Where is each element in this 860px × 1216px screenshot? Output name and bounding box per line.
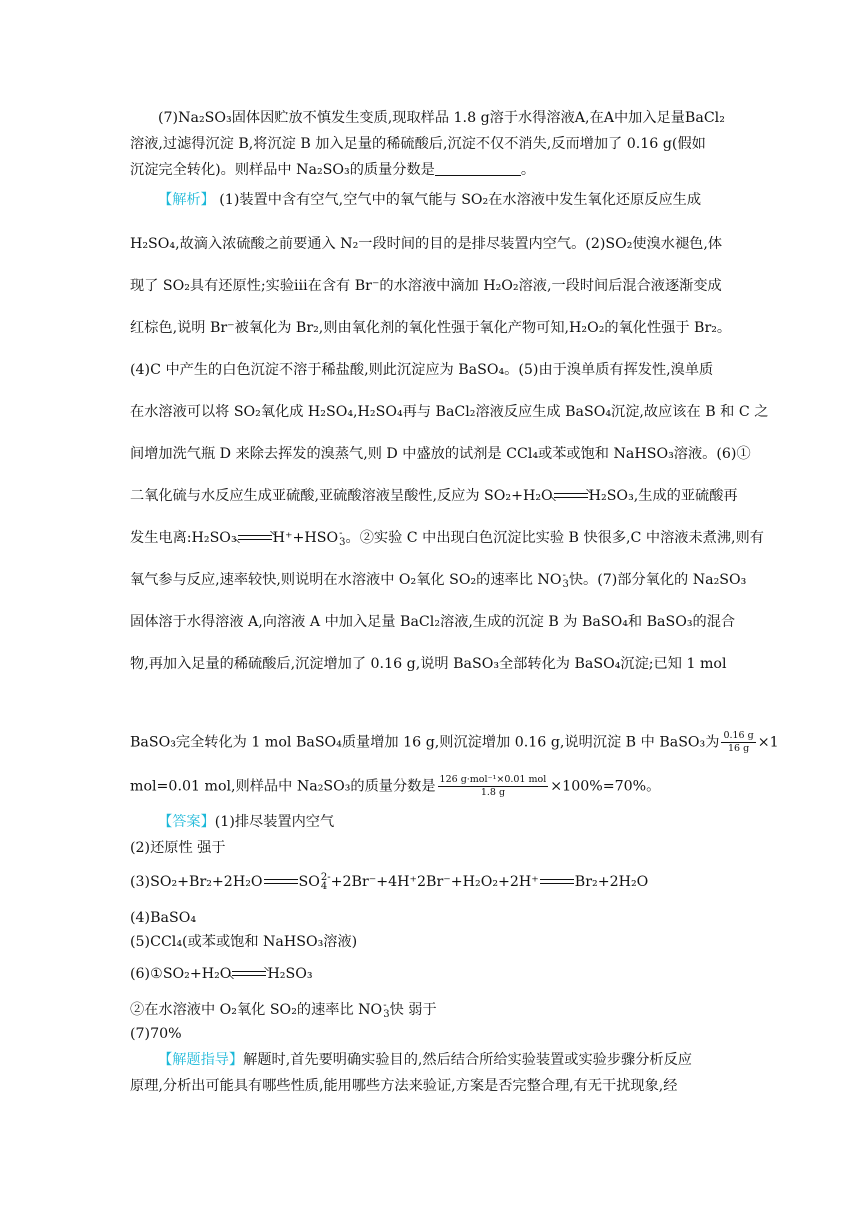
answer-3-right: +2Br⁻+4H⁺2Br⁻+H₂O₂+2H⁺ bbox=[330, 874, 539, 890]
question-7-line-3-text: 沉淀完全转化)。则样品中 Na₂SO₃的质量分数是 bbox=[130, 162, 435, 178]
analysis-text-14b: ×100%=70%。 bbox=[550, 778, 661, 795]
answer-3-ion: SO bbox=[298, 874, 320, 890]
analysis-line-10 bbox=[130, 568, 747, 592]
ion-sub: 3 bbox=[339, 537, 346, 548]
analysis-line-11: 固体溶于水得溶液 A,向溶液 A 中加入足量 BaCl₂溶液,生成的沉淀 B 为 BaSO₄和 BaSO₃的混合 bbox=[130, 614, 736, 630]
reversible-arrow bbox=[554, 491, 588, 501]
answer-3-left: (3)SO₂+Br₂+2H₂O bbox=[130, 874, 263, 890]
analysis-text-13b: ×1 bbox=[757, 734, 779, 751]
guide-line-2: 原理,分析出可能具有哪些性质,能用哪些方法来验证,方案是否完整合理,有无干扰现象,经 bbox=[130, 1078, 678, 1094]
equals-sign bbox=[264, 877, 298, 887]
analysis-line-1 bbox=[130, 188, 758, 212]
guide-text-1: 解题时,首先要明确实验目的,然后结合所给实验装置或实验步骤分析反应 bbox=[243, 1052, 692, 1068]
question-7-line-3-end: 。 bbox=[520, 162, 536, 178]
analysis-line-4: 红棕色,说明 Br⁻被氧化为 Br₂,则由氧化剂的氧化性强于氧化产物可知,H₂O₂的氧化性强于 Br₂。 bbox=[130, 320, 732, 336]
analysis-line-12: 物,再加入足量的稀硫酸后,沉淀增加了 0.16 g,说明 BaSO₃全部转化为 BaSO₄沉淀;已知 1 mol bbox=[130, 656, 727, 672]
answer-6-right: H₂SO₃ bbox=[267, 966, 313, 982]
analysis-line-5: (4)C 中产生的白色沉淀不溶于稀盐酸,则此沉淀应为 BaSO₄。(5)由于溴单质有挥发性,溴单质 bbox=[130, 362, 714, 378]
analysis-line-14 bbox=[130, 774, 730, 799]
ion-sub: 3 bbox=[562, 579, 569, 590]
reversible-arrow bbox=[238, 533, 272, 543]
question-7-line-3 bbox=[130, 158, 730, 182]
guide-line-1 bbox=[130, 1048, 758, 1072]
ion-sup: - bbox=[383, 1000, 387, 1011]
analysis-line-3: 现了 SO₂具有还原性;实验ⅲ在含有 Br⁻的水溶液中滴加 H₂O₂溶液,一段时间后混合液逐渐变成 bbox=[130, 278, 722, 294]
answer-line-2: (2)还原性 强于 bbox=[130, 840, 226, 856]
answer-line-3 bbox=[130, 870, 730, 894]
ion-sup: - bbox=[339, 528, 343, 539]
fraction-numerator: 126 g·mol⁻¹×0.01 mol bbox=[439, 774, 547, 785]
ion-sub: 4 bbox=[320, 881, 328, 892]
answer-line-7 bbox=[130, 998, 730, 1022]
analysis-line-7: 间增加洗气瓶 D 来除去挥发的溴蒸气,则 D 中盛放的试剂是 CCl₄或苯或饱和 NaHSO₃溶液。(6)① bbox=[130, 446, 751, 462]
analysis-text-9b: H⁺+HSO bbox=[272, 530, 339, 546]
analysis-line-2: H₂SO₄,故滴入浓硫酸之前要通入 N₂一段时间的目的是排尽装置内空气。(2)SO₂使溴水褪色,体 bbox=[130, 236, 723, 252]
reversible-arrow bbox=[232, 969, 266, 979]
ion-charge bbox=[321, 873, 331, 891]
answer-line-6 bbox=[130, 962, 730, 986]
answer-line-8: (7)70% bbox=[130, 1026, 182, 1042]
question-7-line-2: 溶液,过滤得沉淀 B,将沉淀 B 加入足量的稀硫酸后,沉淀不仅不消失,反而增加了 0.16 g(假如 bbox=[130, 136, 706, 152]
fraction-denominator: 16 g bbox=[727, 743, 750, 754]
analysis-text-14a: mol=0.01 mol,则样品中 Na₂SO₃的质量分数是 bbox=[130, 778, 436, 795]
answer-3-end: Br₂+2H₂O bbox=[574, 874, 649, 890]
answer-blank bbox=[435, 161, 521, 176]
fraction-mass-ratio bbox=[721, 730, 755, 755]
answer-6b-left: ②在水溶液中 O₂氧化 SO₂的速率比 NO bbox=[130, 1002, 383, 1018]
answer-line-4: (4)BaSO₄ bbox=[130, 910, 197, 926]
ion-sup: 2- bbox=[320, 872, 331, 883]
answer-line-5: (5)CCl₄(或苯或饱和 NaHSO₃溶液) bbox=[130, 934, 358, 950]
answer-tag: 【答案】 bbox=[158, 814, 215, 830]
analysis-text-10b: 快。(7)部分氧化的 Na₂SO₃ bbox=[568, 572, 747, 588]
question-7-line-1: (7)Na₂SO₃固体因贮放不慎发生变质,现取样品 1.8 g溶于水得溶液A,在A中加入足量BaCl₂ bbox=[158, 110, 725, 126]
analysis-text-8b: H₂SO₃,生成的亚硫酸再 bbox=[588, 488, 738, 504]
analysis-line-9 bbox=[130, 526, 764, 550]
equals-sign bbox=[540, 877, 574, 887]
answer-line-1 bbox=[130, 810, 758, 834]
analysis-line-6: 在水溶液可以将 SO₂氧化成 H₂SO₄,H₂SO₄再与 BaCl₂溶液反应生成 BaSO₄沉淀,故应该在 B 和 C 之 bbox=[130, 404, 769, 420]
analysis-text-9a: 发生电离:H₂SO₃ bbox=[130, 530, 237, 546]
analysis-text-13a: BaSO₃完全转化为 1 mol BaSO₄质量增加 16 g,则沉淀增加 0.16 g,说明沉淀 B 中 BaSO₃为 bbox=[130, 734, 720, 751]
fraction-mass-fraction bbox=[438, 774, 549, 799]
fraction-denominator: 1.8 g bbox=[480, 787, 506, 798]
ion-sub: 3 bbox=[383, 1009, 390, 1020]
answer-6b-right: 快 弱于 bbox=[389, 1002, 437, 1018]
answer-6-left: (6)①SO₂+H₂O bbox=[130, 966, 232, 982]
fraction-numerator: 0.16 g bbox=[723, 730, 754, 741]
guide-tag: 【解题指导】 bbox=[158, 1052, 244, 1068]
analysis-text-9c: 。②实验 C 中出现白色沉淀比实验 B 快很多,C 中溶液未煮沸,则有 bbox=[345, 530, 764, 546]
analysis-line-8 bbox=[130, 484, 738, 508]
analysis-text-10a: 氧气参与反应,速率较快,则说明在水溶液中 O₂氧化 SO₂的速率比 NO bbox=[130, 572, 562, 588]
analysis-text-1: (1)装置中含有空气,空气中的氧气能与 SO₂在水溶液中发生氧化还原反应生成 bbox=[214, 192, 702, 208]
answer-1: (1)排尽装置内空气 bbox=[214, 814, 335, 830]
analysis-line-13 bbox=[130, 730, 779, 755]
analysis-text-8a: 二氧化硫与水反应生成亚硫酸,亚硫酸溶液呈酸性,反应为 SO₂+H₂O bbox=[130, 488, 553, 504]
ion-sup: - bbox=[562, 570, 566, 581]
analysis-tag: 【解析】 bbox=[158, 192, 215, 208]
